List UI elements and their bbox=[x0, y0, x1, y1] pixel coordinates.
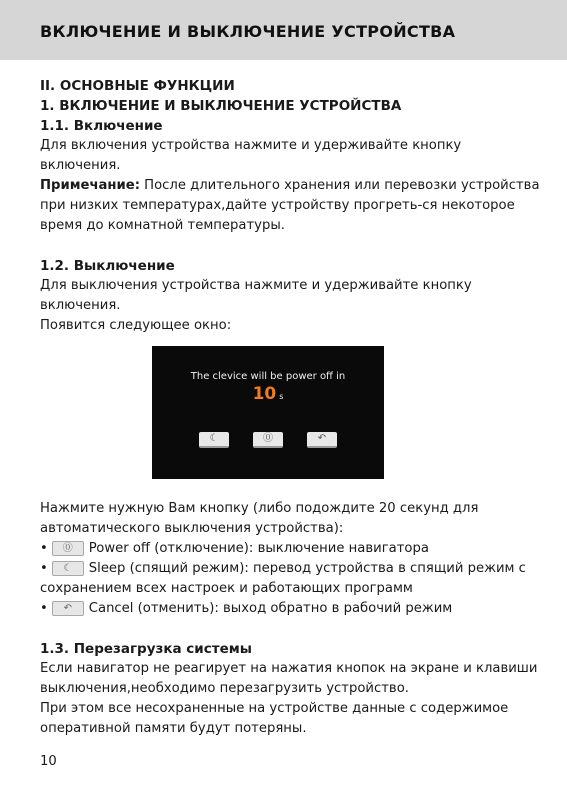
window-intro-text: Появится следующее окно: bbox=[40, 318, 232, 333]
dialog-cancel-button bbox=[307, 432, 337, 448]
countdown-unit: s bbox=[279, 392, 284, 401]
back-arrow-icon: ↶ bbox=[52, 601, 84, 616]
header-title: ВКЛЮЧЕНИЕ И ВЫКЛЮЧЕНИЕ УСТРОЙСТВА bbox=[40, 22, 456, 41]
list-item-text: Sleep (спящий режим): перевод устройства в спящий режим с сохранением всех настроек и работающих программ bbox=[40, 561, 526, 596]
moon-icon: ☾ bbox=[52, 561, 84, 576]
heading-reboot: 1.3. Перезагрузка системы bbox=[40, 641, 252, 657]
moon-icon: ☾ bbox=[209, 433, 219, 444]
power-on-text: Для включения устройства нажмите и удерживайте кнопку включения. bbox=[40, 138, 462, 173]
power-icon: ⓪ bbox=[52, 541, 84, 556]
power-off-text: Для выключения устройства нажмите и удерживайте кнопку включения. bbox=[40, 278, 472, 313]
note-text: После длительного хранения или перевозки устройства при низких температурах,дайте устройству прогреть-ся некоторое время до комнатной температуры. bbox=[40, 178, 540, 233]
section-heading: II. ОСНОВНЫЕ ФУНКЦИИ bbox=[40, 78, 235, 94]
dialog-power-button bbox=[253, 432, 283, 448]
power-icon: ⓪ bbox=[263, 433, 273, 444]
list-item-cancel bbox=[40, 599, 540, 619]
note-label: Примечание: bbox=[40, 178, 140, 193]
bullet: • bbox=[40, 561, 48, 576]
reboot-text-1: Если навигатор не реагирует на нажатия кнопок на экране и клавиши выключения,необходимо перезагрузить устройство. bbox=[40, 661, 538, 696]
choose-button-text: Нажмите нужную Вам кнопку (либо подождите 20 секунд для автоматического выключения устройства): bbox=[40, 501, 479, 536]
back-arrow-icon: ↶ bbox=[317, 433, 327, 444]
page-header bbox=[0, 0, 567, 60]
bullet: • bbox=[40, 601, 48, 616]
power-off-dialog-image bbox=[152, 346, 384, 479]
dialog-countdown bbox=[152, 384, 384, 407]
reboot-text-2: При этом все несохраненные на устройстве данные с содержимое оперативной памяти будут потеряны. bbox=[40, 701, 509, 736]
main-content bbox=[40, 76, 540, 739]
dialog-message: The clevice will be power off in bbox=[190, 371, 346, 382]
list-item-text: Cancel (отменить): выход обратно в рабочий режим bbox=[88, 601, 453, 616]
bullet: • bbox=[40, 541, 48, 556]
heading-power-off: 1.2. Выключение bbox=[40, 258, 175, 274]
list-item-sleep bbox=[40, 559, 540, 599]
page-number: 10 bbox=[40, 754, 57, 769]
heading-power-on: 1.1. Включение bbox=[40, 118, 163, 134]
list-item-power-off bbox=[40, 539, 540, 559]
countdown-number: 10 bbox=[252, 384, 277, 404]
list-item-text: Power off (отключение): выключение навигатора bbox=[88, 541, 429, 556]
note-paragraph bbox=[40, 176, 540, 236]
subsection-heading: 1. ВКЛЮЧЕНИЕ И ВЫКЛЮЧЕНИЕ УСТРОЙСТВА bbox=[40, 98, 402, 114]
dialog-sleep-button bbox=[199, 432, 229, 448]
